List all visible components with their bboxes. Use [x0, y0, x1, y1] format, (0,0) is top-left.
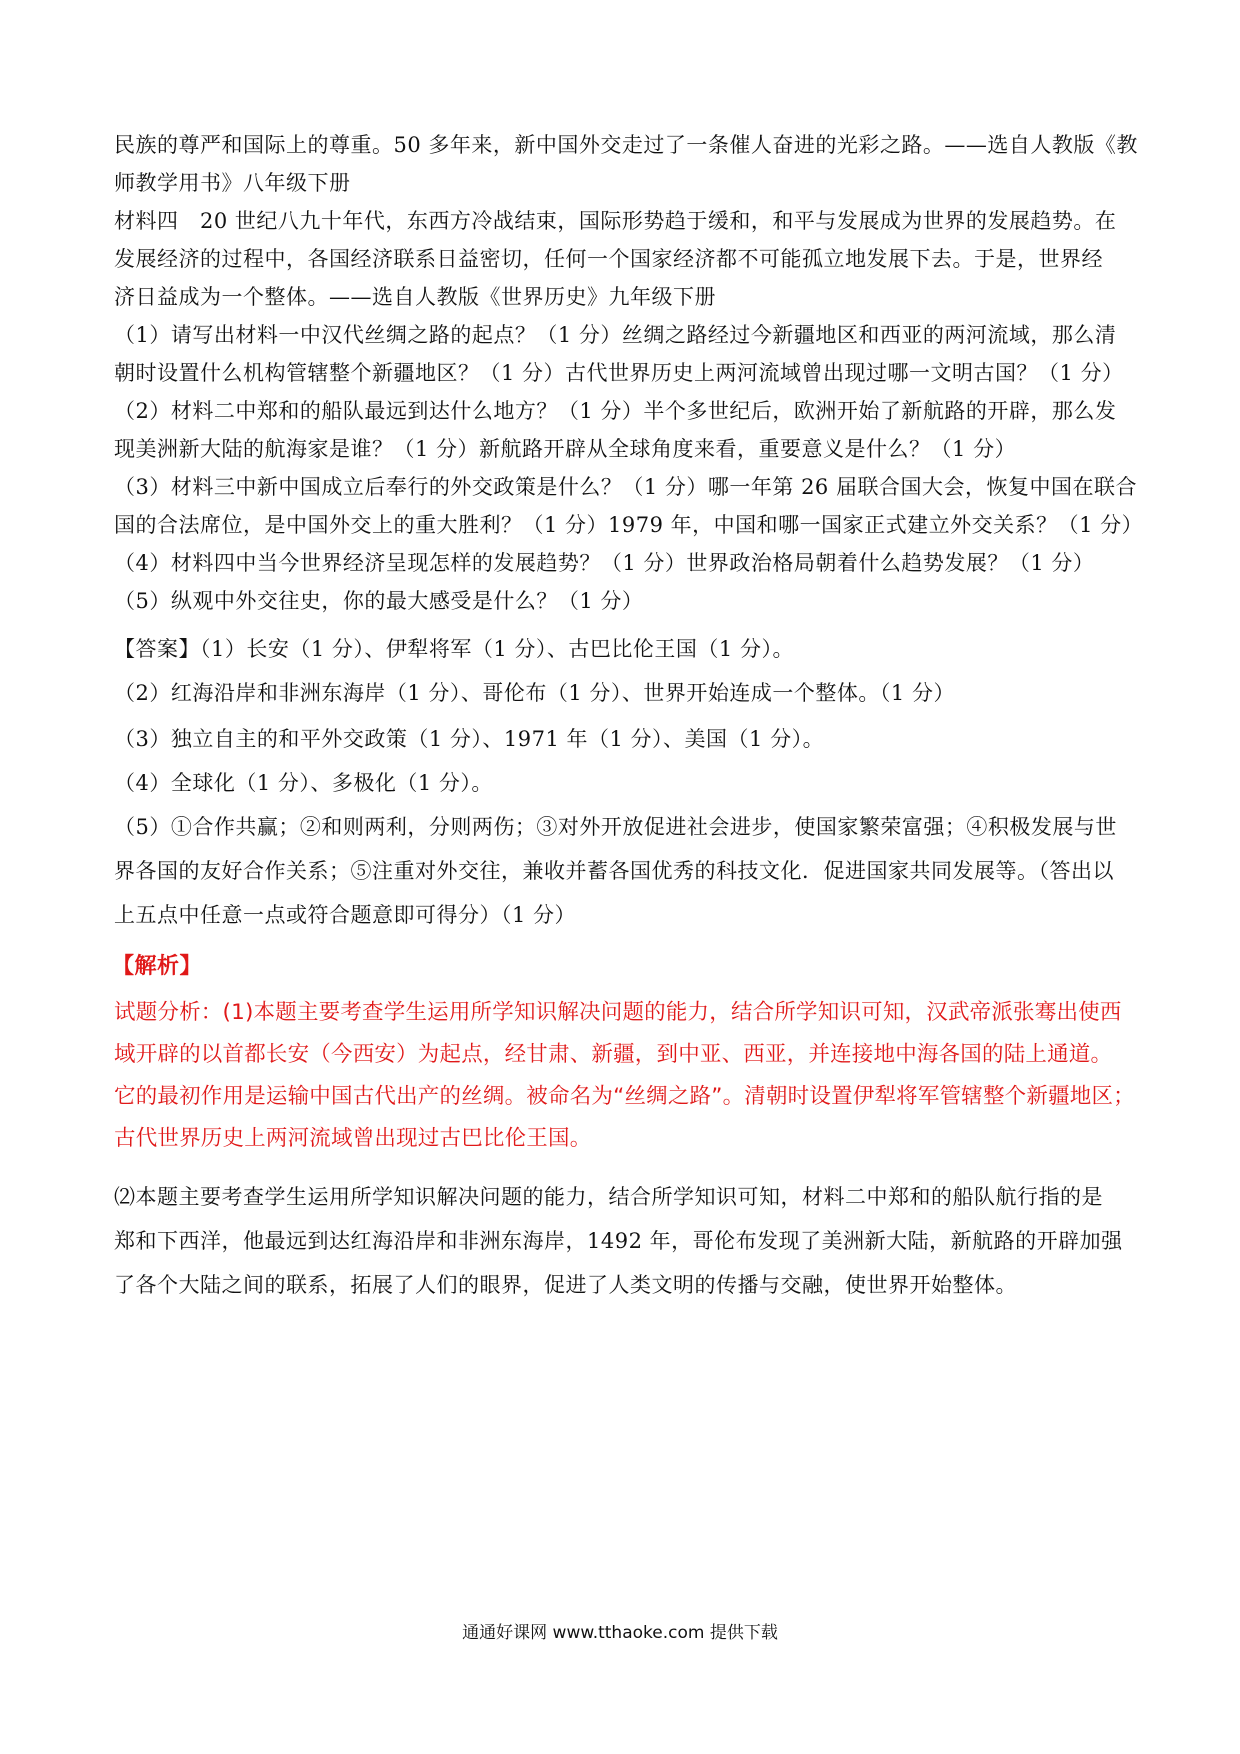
question-5-line: （5）纵观中外交往史，你的最大感受是什么？（1 分）: [114, 589, 644, 613]
question-4-line: （4）材料四中当今世界经济呈现怎样的发展趋势？（1 分）世界政治格局朝着什么趋势发展？（1 分）: [114, 551, 1095, 575]
answer-line: （2）红海沿岸和非洲东海岸（1 分）、哥伦布（1 分）、世界开始连成一个整体。（1 分）: [114, 681, 955, 705]
question-2-line: （2）材料二中郑和的船队最远到达什么地方？（1 分）半个多世纪后，欧洲开始了新航路的开辟，那么发: [114, 399, 1117, 423]
question-3-line: （3）材料三中新中国成立后奉行的外交政策是什么？（1 分）哪一年第 26 届联合国大会，恢复中国在联合: [114, 475, 1137, 499]
analysis-heading: 【解析】: [112, 954, 203, 979]
question-1-line: （1）请写出材料一中汉代丝绸之路的起点？（1 分）丝绸之路经过今新疆地区和西亚的两河流域，那么清: [114, 323, 1117, 347]
analysis-red-line: 域开辟的以首都长安（今西安）为起点，经甘肃、新疆，到中亚、西亚，并连接地中海各国的陆上通道。: [114, 1042, 1113, 1067]
answer-line: （4）全球化（1 分）、多极化（1 分）。: [114, 771, 493, 795]
question-2-line: 现美洲新大陆的航海家是谁？（1 分）新航路开辟从全球角度来看，重要意义是什么？（1 分）: [114, 437, 1017, 461]
analysis-line: 了各个大陆之间的联系，拓展了人们的眼界，促进了人类文明的传播与交融，使世界开始整体。: [114, 1273, 1017, 1297]
material-four-line: 材料四 20 世纪八九十年代，东西方冷战结束，国际形势趋于缓和，和平与发展成为世界的发展趋势。在: [114, 209, 1117, 233]
answer-line: （5）①合作共赢；②和则两利，分则两伤；③对外开放促进社会进步，使国家繁荣富强；④积极发展与世: [114, 815, 1117, 839]
material-four-line: 济日益成为一个整体。——选自人教版《世界历史》九年级下册: [114, 285, 716, 309]
answer-line: （3）独立自主的和平外交政策（1 分）、1971 年（1 分）、美国（1 分）。: [114, 727, 825, 751]
answer-line: 界各国的友好合作关系；⑤注重对外交往，兼收并蓄各国优秀的科技文化．促进国家共同发展等。（答出以: [114, 859, 1114, 883]
question-1-line: 朝时设置什么机构管辖整个新疆地区？（1 分）古代世界历史上两河流域曾出现过哪一文明古国？（1 分）: [114, 361, 1124, 385]
material-line: 民族的尊严和国际上的尊重。50 多年来，新中国外交走过了一条催人奋进的光彩之路。——选自人教版《教: [114, 133, 1138, 157]
answer-line: 上五点中任意一点或符合题意即可得分）（1 分）: [114, 903, 577, 927]
question-3-line: 国的合法席位，是中国外交上的重大胜利？（1 分）1979 年，中国和哪一国家正式建立外交关系？（1 分）: [114, 513, 1144, 537]
analysis-red-line: 它的最初作用是运输中国古代出产的丝绸。被命名为“丝绸之路”。清朝时设置伊犁将军管辖整个新疆地区；: [114, 1084, 1135, 1109]
analysis-red-line: 试题分析：(1)本题主要考查学生运用所学知识解决问题的能力，结合所学知识可知，汉武帝派张骞出使西: [114, 1000, 1122, 1025]
analysis-red-line: 古代世界历史上两河流域曾出现过古巴比伦王国。: [114, 1126, 592, 1151]
analysis-line: ⑵本题主要考查学生运用所学知识解决问题的能力，结合所学知识可知，材料二中郑和的船队航行指的是: [114, 1185, 1103, 1209]
answer-line: 【答案】（1）长安（1 分）、伊犁将军（1 分）、古巴比伦王国（1 分）。: [114, 637, 794, 661]
material-line: 师教学用书》八年级下册: [114, 171, 351, 195]
analysis-line: 郑和下西洋，他最远到达红海沿岸和非洲东海岸，1492 年，哥伦布发现了美洲新大陆，新航路的开辟加强: [114, 1229, 1123, 1253]
page-footer: 通通好课网 www.tthaoke.com 提供下载: [462, 1623, 778, 1643]
material-four-line: 发展经济的过程中，各国经济联系日益密切，任何一个国家经济都不可能孤立地发展下去。于是，世界经: [114, 247, 1103, 271]
